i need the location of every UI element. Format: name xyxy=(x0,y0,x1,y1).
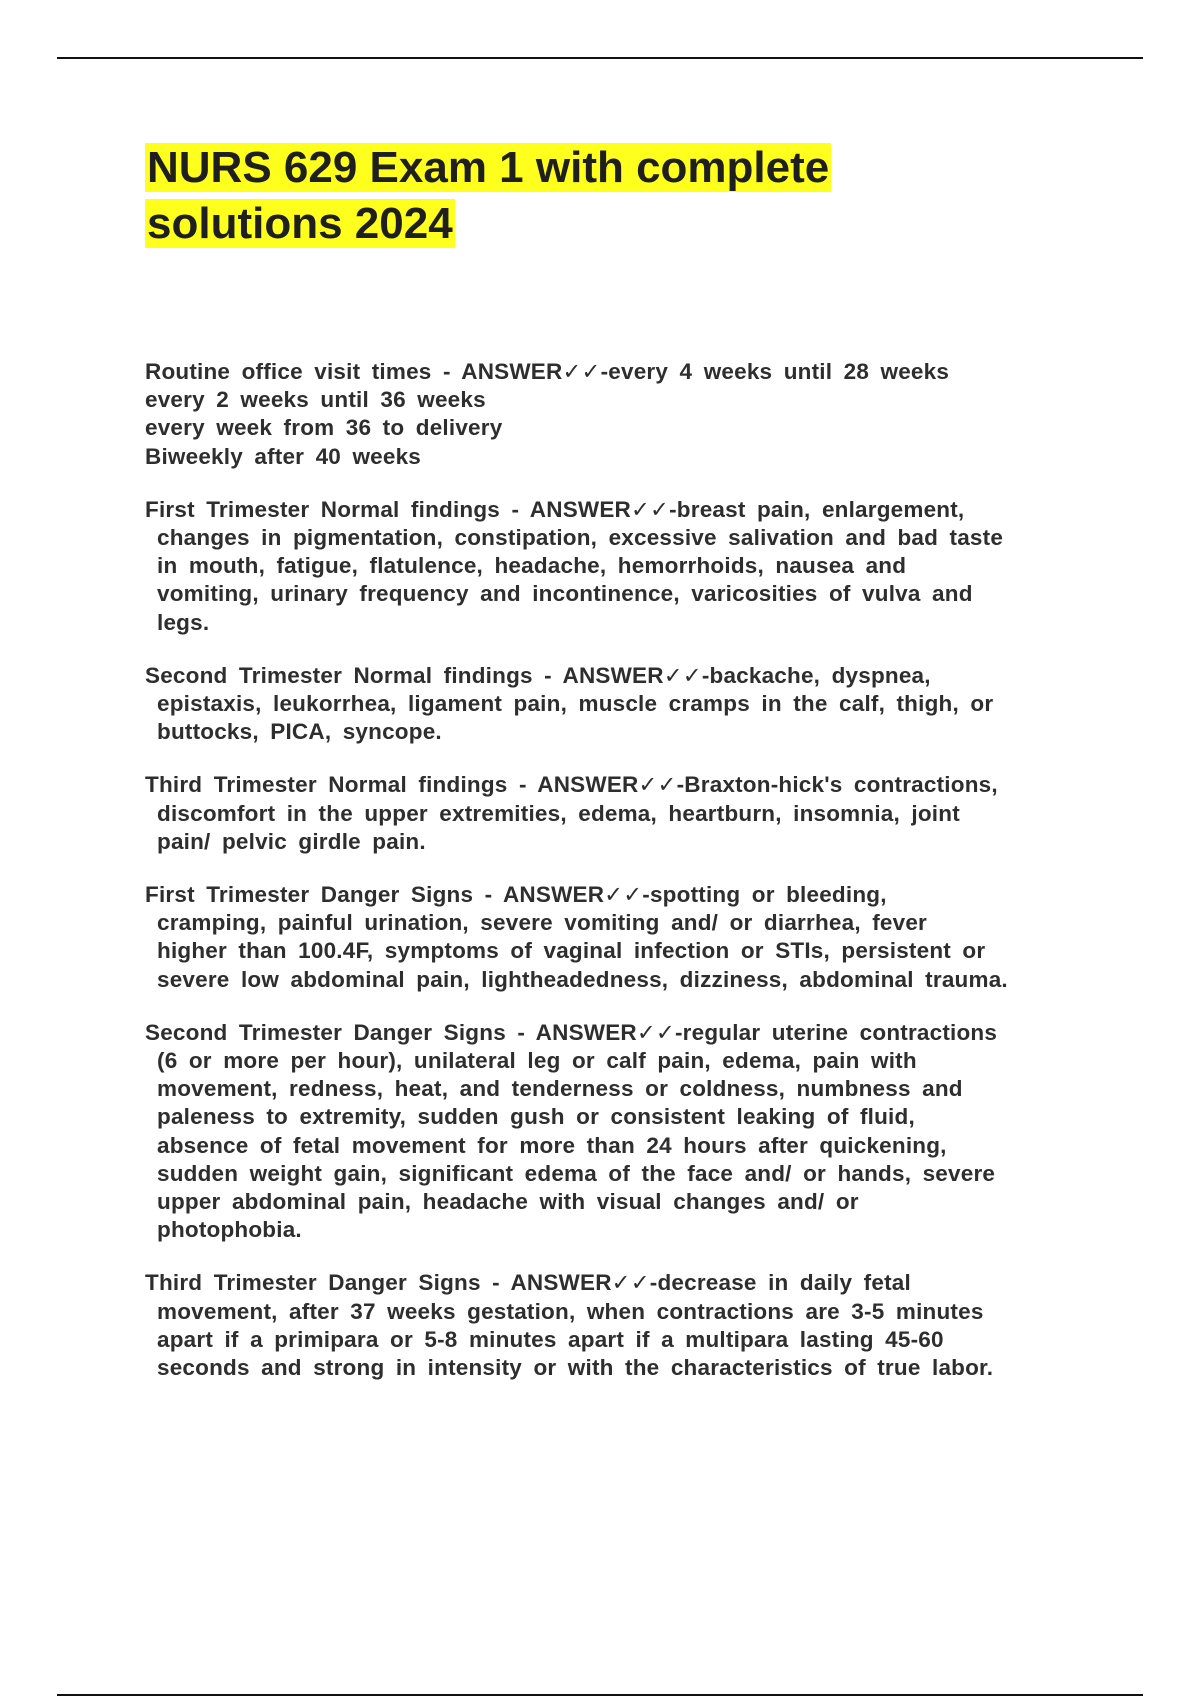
answer-line: higher than 100.4F, symptoms of vaginal infection or STIs, persistent or xyxy=(157,938,986,964)
question-text: Third Trimester Normal findings xyxy=(145,772,508,798)
question-text: Routine office visit times xyxy=(145,359,432,384)
answer-line: photophobia. xyxy=(157,1217,302,1243)
answer-line: every 2 weeks until 36 weeks xyxy=(145,387,486,413)
answer-separator: - ANSWER xyxy=(532,662,664,688)
qa-first-line xyxy=(145,358,1090,386)
qa-entry xyxy=(145,1019,1090,1245)
question-text: Third Trimester Danger Signs xyxy=(145,1270,481,1296)
answer-separator: - ANSWER xyxy=(480,1270,612,1296)
answer-line: sudden weight gain, significant edema of the face and/ or hands, severe xyxy=(157,1160,996,1186)
answer-line: discomfort in the upper extremities, edema, heartburn, insomnia, joint xyxy=(157,800,960,826)
title-line-1: NURS 629 Exam 1 with complete xyxy=(147,143,830,192)
answer-line: changes in pigmentation, constipation, excessive salivation and bad taste xyxy=(157,525,1004,551)
answer-line: paleness to extremity, sudden gush or consistent leaking of fluid, xyxy=(157,1104,915,1130)
answer-line: pain/ pelvic girdle pain. xyxy=(157,828,426,854)
document-title xyxy=(145,140,945,252)
checkmark-icon: ✓✓ xyxy=(611,1270,650,1296)
answer-line: vomiting, urinary frequency and incontinence, varicosities of vulva and xyxy=(157,581,973,607)
question-text: Second Trimester Danger Signs xyxy=(145,1019,506,1045)
checkmark-icon: ✓✓ xyxy=(636,1019,675,1045)
title-line-2: solutions 2024 xyxy=(147,199,453,248)
qa-first-line xyxy=(145,662,1090,690)
bottom-rule xyxy=(57,1694,1143,1696)
question-text: First Trimester Normal findings xyxy=(145,496,501,522)
answer-separator: - ANSWER xyxy=(507,772,639,798)
qa-list xyxy=(145,358,1090,1407)
answer-line: in mouth, fatigue, flatulence, headache, hemorrhoids, nausea and xyxy=(157,553,907,579)
answer-line: -decrease in daily fetal xyxy=(649,1270,911,1296)
answer-line: -regular uterine contractions xyxy=(674,1019,998,1045)
answer-line: movement, after 37 weeks gestation, when contractions are 3-5 minutes xyxy=(157,1298,984,1324)
checkmark-icon: ✓✓ xyxy=(663,662,702,688)
answer-separator: - ANSWER xyxy=(431,359,563,384)
answer-line: (6 or more per hour), unilateral leg or calf pain, edema, pain with xyxy=(157,1048,917,1074)
qa-first-line xyxy=(145,1019,1090,1047)
answer-separator: - ANSWER xyxy=(473,882,605,908)
answer-separator: - ANSWER xyxy=(500,496,631,522)
answer-line: -every 4 weeks until 28 weeks xyxy=(600,359,950,384)
qa-entry xyxy=(145,1269,1090,1382)
checkmark-icon: ✓✓ xyxy=(631,496,670,522)
qa-entry xyxy=(145,881,1090,994)
answer-line: -Braxton-hick's contractions, xyxy=(676,772,998,798)
checkmark-icon: ✓✓ xyxy=(638,772,677,798)
question-text: Second Trimester Normal findings xyxy=(145,662,533,688)
qa-first-line xyxy=(145,1269,1090,1297)
qa-first-line xyxy=(145,496,1090,524)
answer-line: Biweekly after 40 weeks xyxy=(145,443,422,469)
checkmark-icon: ✓✓ xyxy=(562,359,601,384)
answer-line: cramping, painful urination, severe vomiting and/ or diarrhea, fever xyxy=(157,910,928,936)
qa-entry xyxy=(145,358,1090,471)
answer-line: epistaxis, leukorrhea, ligament pain, muscle cramps in the calf, thigh, or xyxy=(157,691,994,717)
answer-line: upper abdominal pain, headache with visual changes and/ or xyxy=(157,1189,859,1215)
question-text: First Trimester Danger Signs xyxy=(145,882,474,908)
answer-line: every week from 36 to delivery xyxy=(145,415,503,441)
answer-line: apart if a primipara or 5-8 minutes apart if a multipara lasting 45-60 xyxy=(157,1326,944,1352)
top-rule xyxy=(57,57,1143,59)
answer-line: -backache, dyspnea, xyxy=(701,662,931,688)
answer-line: legs. xyxy=(157,609,210,635)
qa-entry xyxy=(145,496,1090,637)
answer-line: severe low abdominal pain, lightheadedness, dizziness, abdominal trauma. xyxy=(157,966,1008,992)
qa-first-line xyxy=(145,881,1090,909)
answer-separator: - ANSWER xyxy=(505,1019,637,1045)
answer-line: -breast pain, enlargement, xyxy=(669,496,965,522)
answer-line: seconds and strong in intensity or with the characteristics of true labor. xyxy=(157,1355,994,1381)
qa-entry xyxy=(145,771,1090,856)
qa-first-line xyxy=(145,771,1090,799)
answer-line: buttocks, PICA, syncope. xyxy=(157,719,442,745)
answer-line: movement, redness, heat, and tenderness or coldness, numbness and xyxy=(157,1076,963,1102)
checkmark-icon: ✓✓ xyxy=(604,882,643,908)
qa-entry xyxy=(145,662,1090,747)
answer-line: absence of fetal movement for more than 24 hours after quickening, xyxy=(157,1132,947,1158)
answer-line: -spotting or bleeding, xyxy=(642,882,887,908)
